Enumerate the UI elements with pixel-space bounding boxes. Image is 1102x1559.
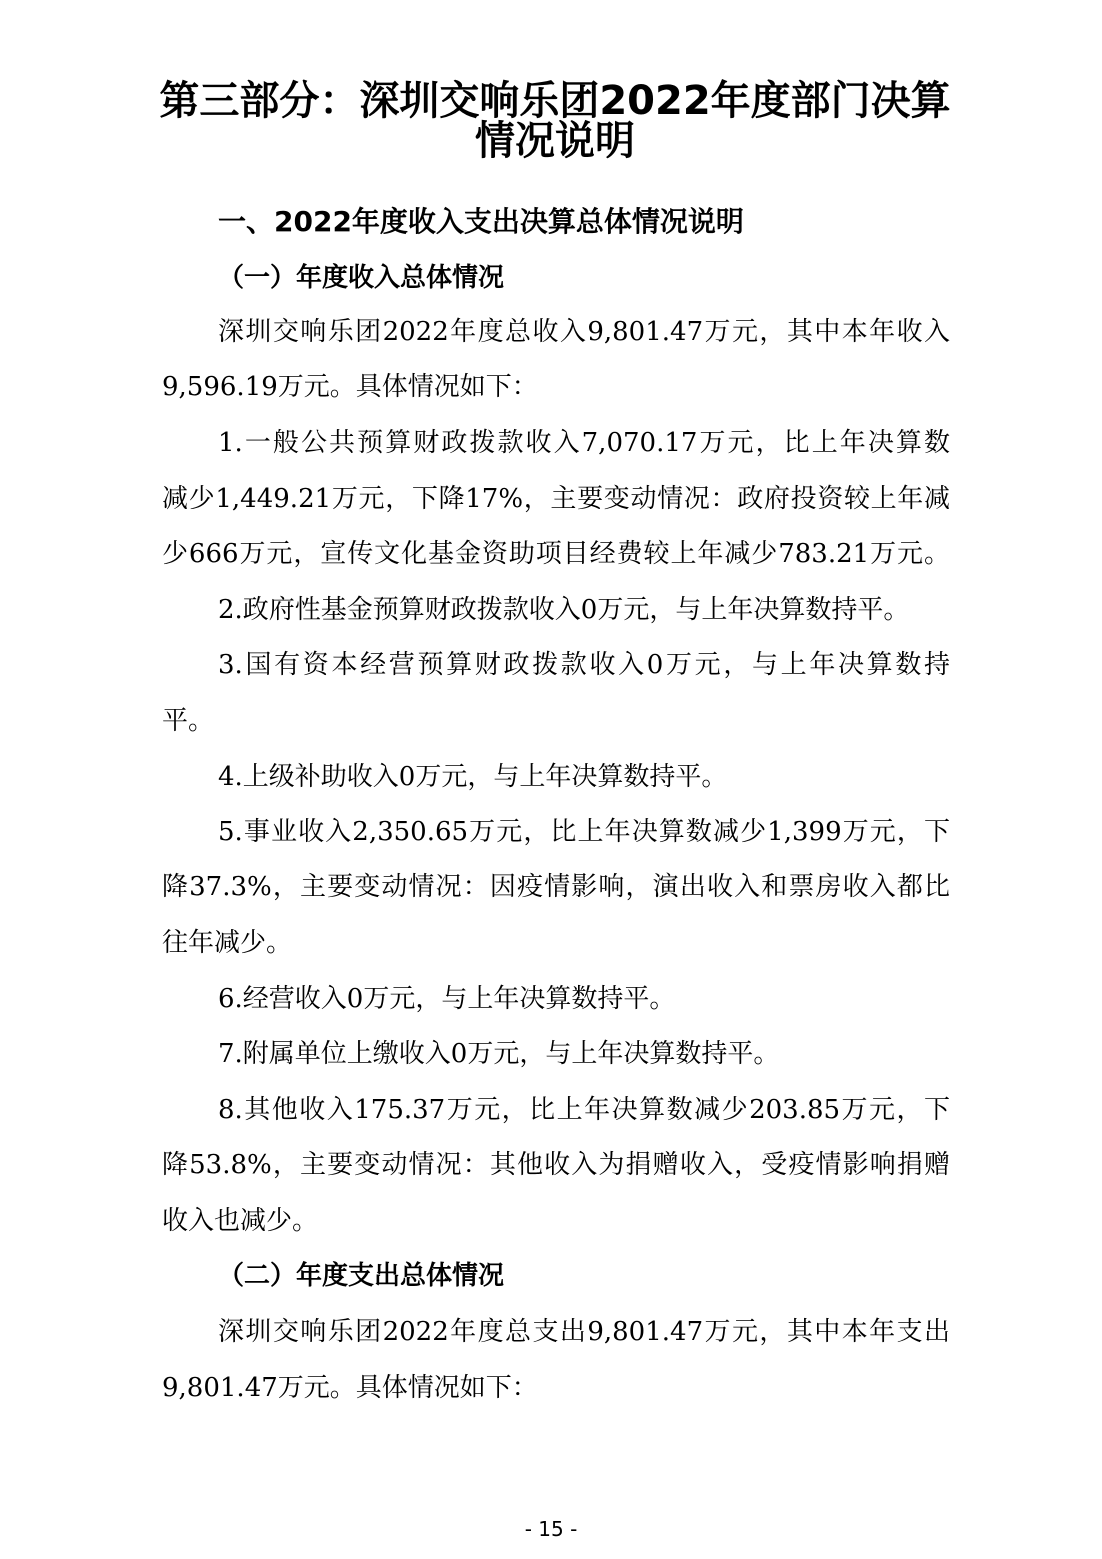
- income-item-8-line-3: 收入也减少。: [162, 1206, 319, 1236]
- income-item-1-line-1: 1.一般公共预算财政拨款收入7,070.17万元，比上年决算数: [218, 428, 950, 458]
- income-item-8-line-1: 8.其他收入175.37万元，比上年决算数减少203.85万元，下: [218, 1095, 950, 1125]
- income-item-5-line-3: 往年减少。: [162, 928, 293, 958]
- income-item-3-line-1: 3.国有资本经营预算财政拨款收入0万元，与上年决算数持: [218, 650, 950, 680]
- expense-intro-line-1: 深圳交响乐团2022年度总支出9,801.47万元，其中本年支出: [218, 1317, 950, 1347]
- expense-intro-line-2: 9,801.47万元。具体情况如下：: [162, 1373, 538, 1403]
- page-title-line-1: 第三部分：深圳交响乐团2022年度部门决算: [159, 78, 951, 124]
- expense-subheading: （二）年度支出总体情况: [218, 1261, 505, 1291]
- income-item-2: 2.政府性基金预算财政拨款收入0万元，与上年决算数持平。: [218, 595, 910, 625]
- page-number: - 15 -: [524, 1517, 578, 1541]
- income-item-5-line-2: 降37.3%，主要变动情况：因疫情影响，演出收入和票房收入都比: [162, 872, 950, 902]
- income-item-7: 7.附属单位上缴收入0万元，与上年决算数持平。: [218, 1039, 780, 1069]
- income-item-6: 6.经营收入0万元，与上年决算数持平。: [218, 984, 676, 1014]
- income-item-8-line-2: 降53.8%，主要变动情况：其他收入为捐赠收入，受疫情影响捐赠: [162, 1150, 950, 1180]
- income-item-3-line-2: 平。: [162, 706, 215, 736]
- section-heading: 一、2022年度收入支出决算总体情况说明: [218, 205, 744, 238]
- income-intro-line-2: 9,596.19万元。具体情况如下：: [162, 372, 538, 402]
- income-item-5-line-1: 5.事业收入2,350.65万元，比上年决算数减少1,399万元，下: [218, 817, 950, 847]
- page-title-line-2: 情况说明: [475, 118, 635, 164]
- income-item-4: 4.上级补助收入0万元，与上年决算数持平。: [218, 762, 728, 792]
- income-intro-line-1: 深圳交响乐团2022年度总收入9,801.47万元，其中本年收入: [218, 317, 950, 347]
- income-subheading: （一）年度收入总体情况: [218, 263, 505, 293]
- income-item-1-line-3: 少666万元，宣传文化基金资助项目经费较上年减少783.21万元。: [162, 539, 950, 569]
- income-item-1-line-2: 减少1,449.21万元，下降17%，主要变动情况：政府投资较上年减: [162, 484, 950, 514]
